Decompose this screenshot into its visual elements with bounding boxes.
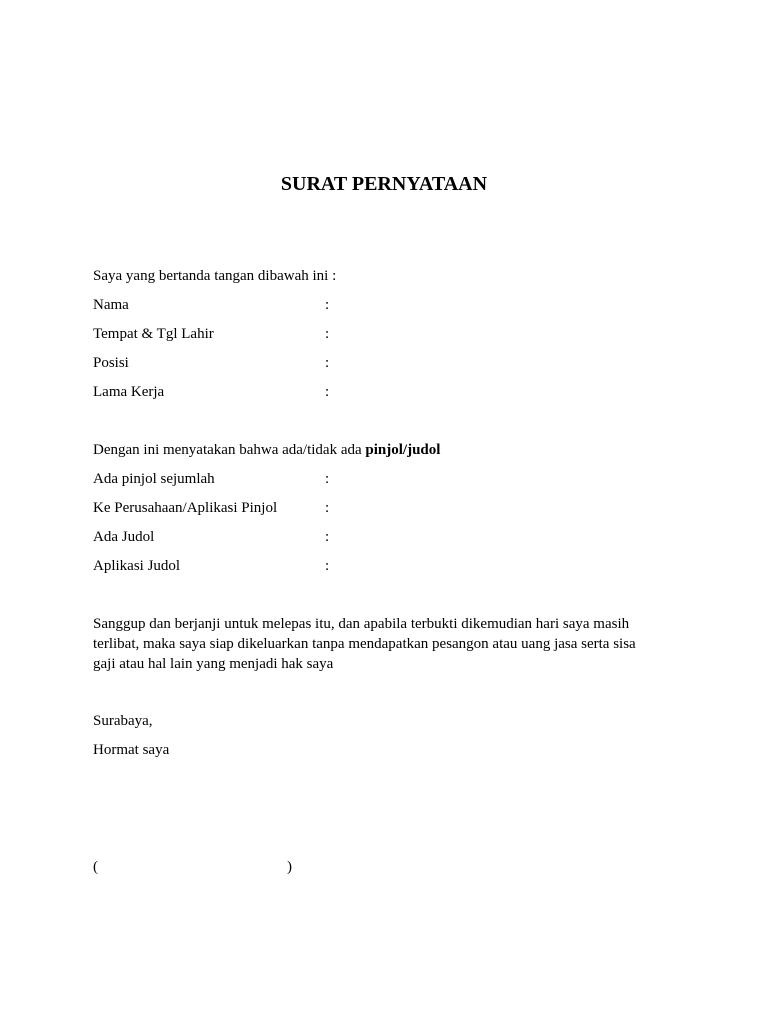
field-ada-judol bbox=[93, 527, 653, 547]
field-label: Ada pinjol sejumlah bbox=[93, 471, 215, 487]
field-label: Aplikasi Judol bbox=[93, 558, 181, 574]
field-aplikasi-judol bbox=[93, 556, 653, 576]
field-label: Ke Perusahaan/Aplikasi Pinjol bbox=[93, 500, 278, 516]
field-separator: : bbox=[325, 384, 330, 400]
signature-close-paren: ) bbox=[287, 859, 292, 875]
field-separator: : bbox=[325, 326, 330, 342]
field-nama bbox=[93, 295, 653, 315]
field-separator: : bbox=[325, 355, 330, 371]
field-lama-kerja bbox=[93, 382, 653, 402]
field-separator: : bbox=[325, 297, 330, 313]
field-label: Nama bbox=[93, 297, 129, 313]
document-title: SURAT PERNYATAAN bbox=[280, 173, 488, 195]
field-tempat-tgl-lahir bbox=[93, 324, 653, 344]
field-label: Ada Judol bbox=[93, 529, 155, 545]
statement-emphasis: pinjol/judol bbox=[365, 442, 441, 458]
statement-text bbox=[93, 440, 440, 460]
paragraph-line: Sanggup dan berjanji untuk melepas itu, dan apabila terbukti dikemudian hari saya masih bbox=[93, 616, 630, 632]
commitment-paragraph bbox=[93, 614, 663, 674]
paragraph-line: gaji atau hal lain yang menjadi hak saya bbox=[93, 656, 334, 672]
paragraph-line: terlibat, maka saya siap dikeluarkan tanpa mendapatkan pesangon atau uang jasa serta sisa bbox=[93, 636, 636, 652]
intro-text: Saya yang bertanda tangan dibawah ini : bbox=[93, 268, 337, 284]
field-label: Posisi bbox=[93, 355, 129, 371]
field-separator: : bbox=[325, 500, 330, 516]
closing-text: Hormat saya bbox=[93, 742, 170, 758]
field-ada-pinjol bbox=[93, 469, 653, 489]
field-posisi bbox=[93, 353, 653, 373]
field-label: Tempat & Tgl Lahir bbox=[93, 326, 214, 342]
field-aplikasi-pinjol bbox=[93, 498, 653, 518]
field-separator: : bbox=[325, 471, 330, 487]
field-separator: : bbox=[325, 558, 330, 574]
signature-open-paren: ( bbox=[93, 859, 98, 875]
field-separator: : bbox=[325, 529, 330, 545]
place-text: Surabaya, bbox=[93, 713, 153, 729]
statement-prefix: Dengan ini menyatakan bahwa ada/tidak ada bbox=[93, 442, 366, 458]
field-label: Lama Kerja bbox=[93, 384, 165, 400]
